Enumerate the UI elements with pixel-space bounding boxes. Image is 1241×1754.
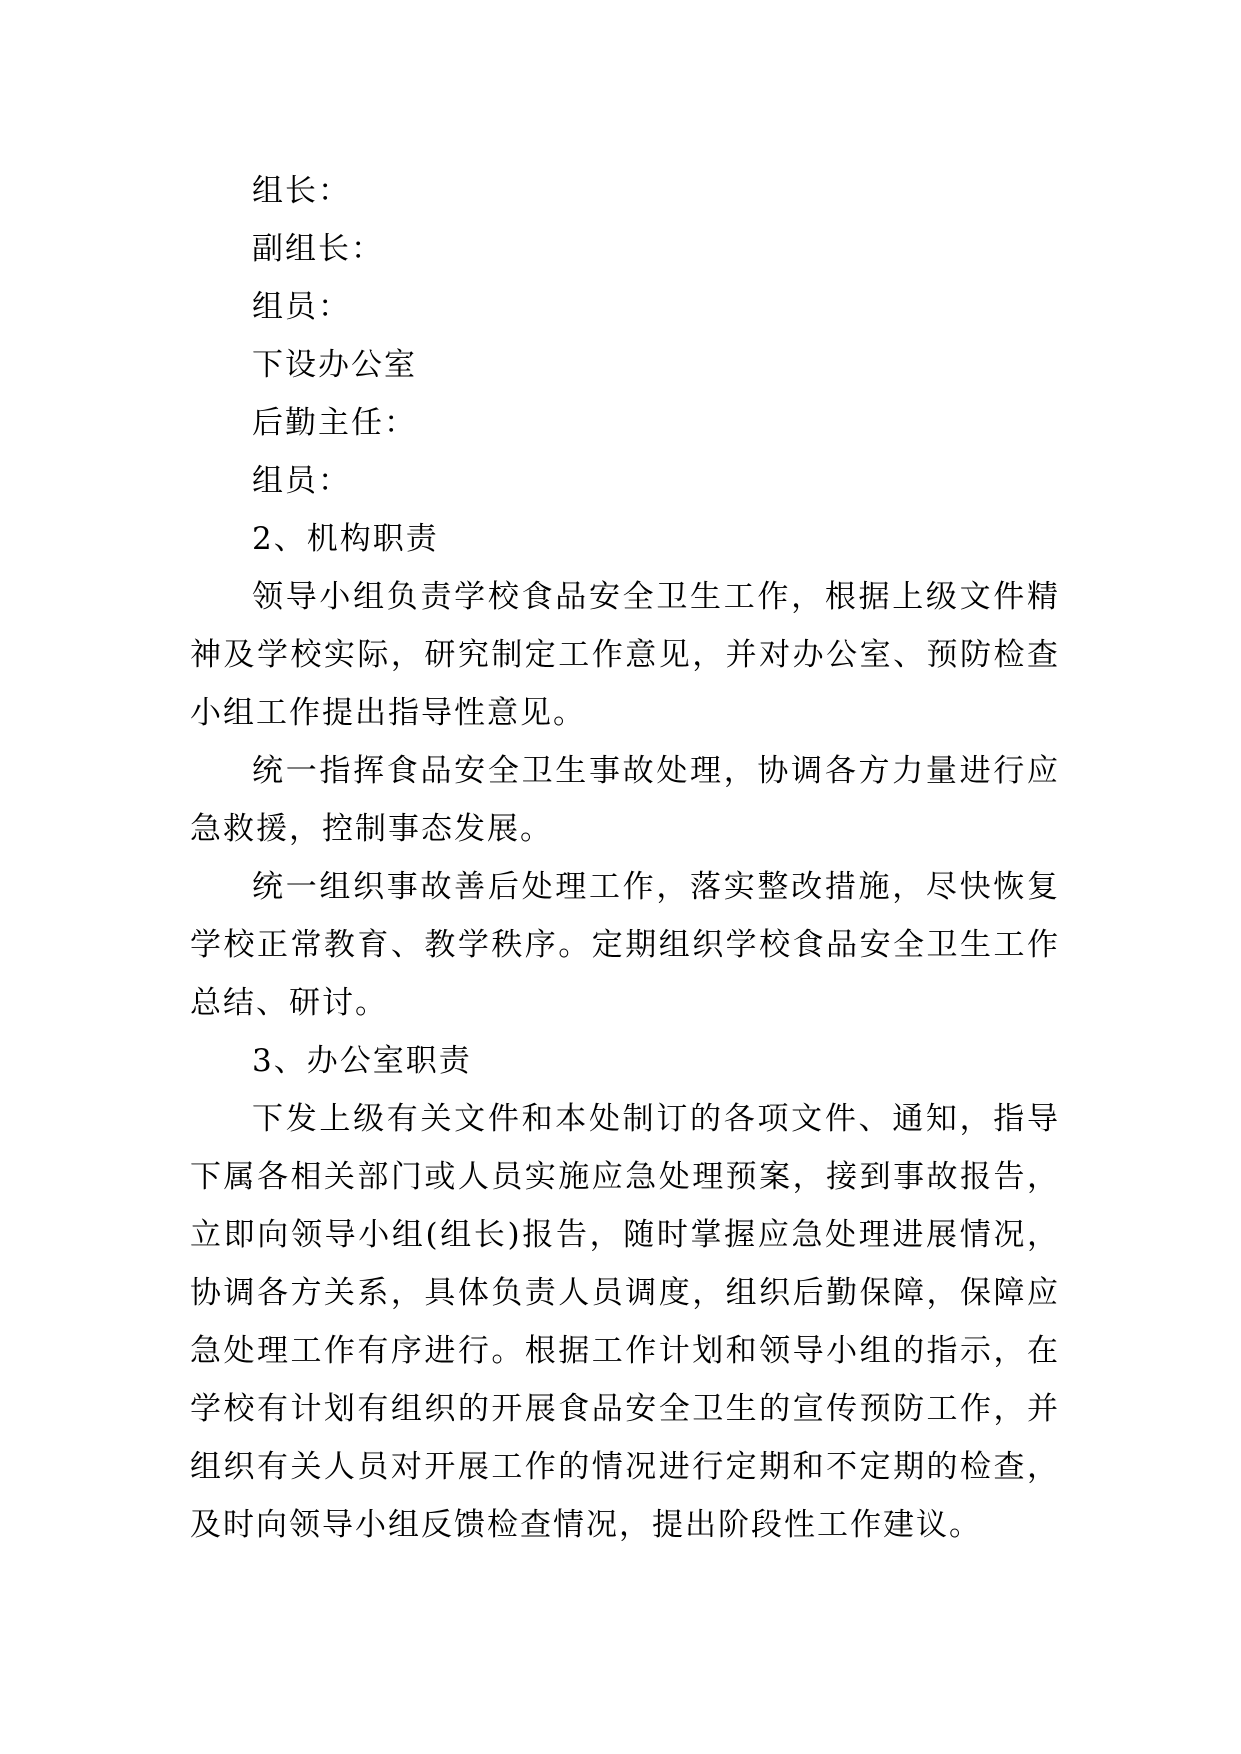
deputy-leader-line: 副组长： [252,231,384,267]
paragraph-duties-2: 统一指挥食品安全卫生事故处理，协调各方力量进行应急救援，控制事态发展。 [190,753,1060,847]
members-line: 组员： [252,289,351,325]
office-members-line: 组员： [252,463,351,499]
logistics-director-line: 后勤主任： [252,405,417,441]
paragraph-office-duties: 下发上级有关文件和本处制订的各项文件、通知，指导下属各相关部门或人员实施应急处理预案，接到事故报告，立即向领导小组(组长)报告，随时掌握应急处理进展情况，协调各方关系，具体负责人员调度，组织后勤保障，保障应急处理工作有序进行。根据工作计划和领导小组的指示，在学校有计划有组织的开展食品安全卫生的宣传预防工作，并组织有关人员对开展工作的情况进行定期和不定期的检查，及时向领导小组反馈检查情况，提出阶段性工作建议。 [190,1101,1060,1543]
leader-line: 组长： [252,173,351,209]
paragraph-duties-3: 统一组织事故善后处理工作，落实整改措施，尽快恢复学校正常教育、教学秩序。定期组织学校食品安全卫生工作总结、研讨。 [190,869,1060,1021]
document-page [190,162,1060,1554]
office-line: 下设办公室 [252,347,417,383]
section-heading-3: 3、办公室职责 [252,1043,472,1079]
section-heading-2: 2、机构职责 [252,521,439,557]
paragraph-duties-1: 领导小组负责学校食品安全卫生工作，根据上级文件精神及学校实际，研究制定工作意见，并对办公室、预防检查小组工作提出指导性意见。 [190,579,1060,731]
